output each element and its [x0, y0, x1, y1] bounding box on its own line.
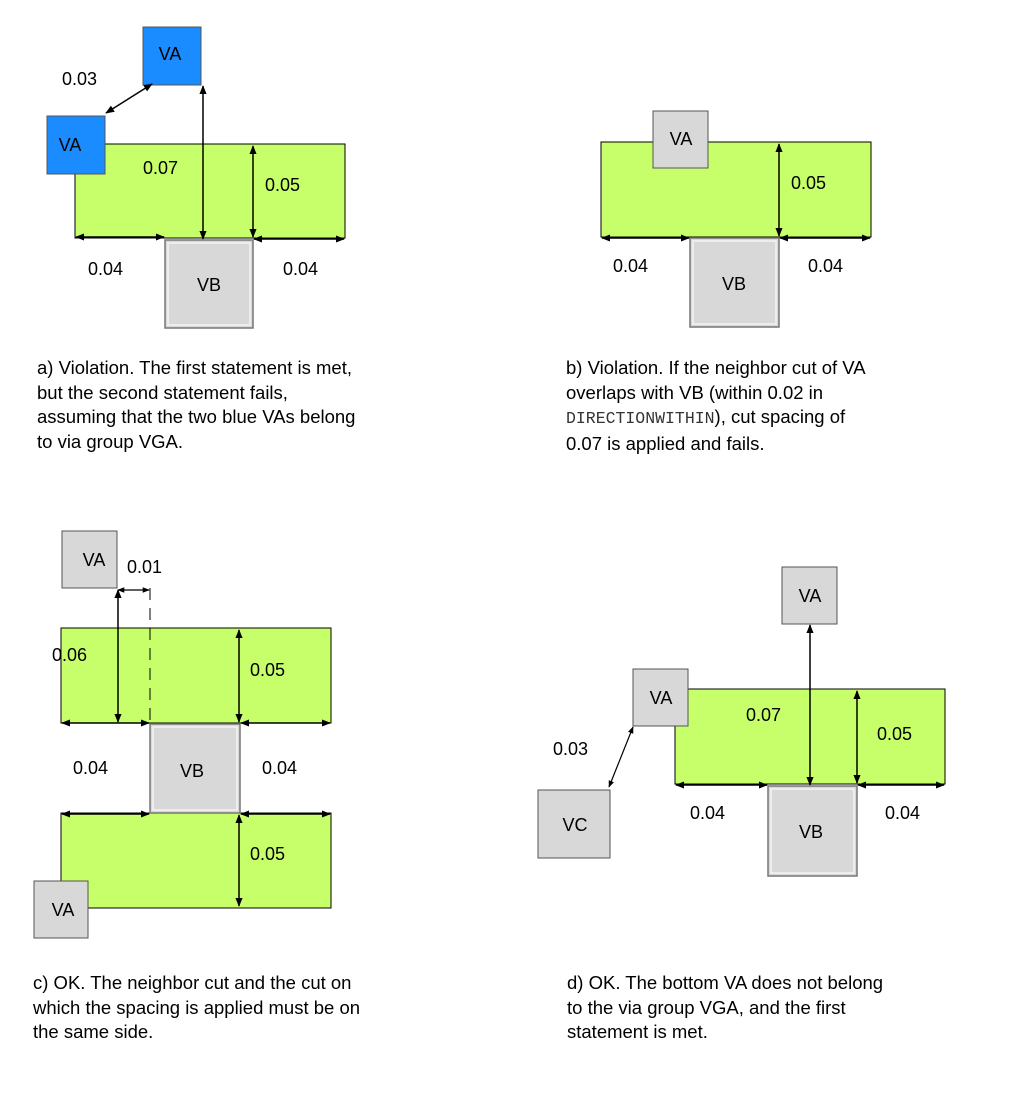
caption-line: to the via group VGA, and the first: [567, 996, 846, 1018]
dim-label-006: 0.06: [52, 645, 88, 665]
dim-label-003: 0.03: [553, 739, 589, 759]
dim-label-007: 0.07: [143, 158, 179, 178]
dim-arrow-003: [106, 84, 152, 113]
caption-line: which the spacing is applied must be on: [33, 996, 361, 1018]
caption-line: assuming that the two blue VAs belong: [37, 406, 356, 427]
caption-text: ), cut spacing of: [714, 406, 846, 427]
dim-label-005-top: 0.05: [250, 660, 286, 680]
via-va-left-label: VA: [649, 688, 673, 708]
dim-label-005: 0.05: [791, 173, 827, 193]
metal-shape: [601, 142, 871, 237]
caption-panel-a: [37, 356, 417, 454]
via-vb-label: VB: [179, 761, 205, 781]
dim-label-004-right: 0.04: [283, 259, 319, 279]
caption-line: c) OK. The neighbor cut and the cut on: [33, 972, 352, 993]
dim-label-003: 0.03: [62, 69, 98, 89]
caption-line: overlaps with VB (within 0.02 in: [566, 381, 824, 403]
panel-b: [601, 111, 871, 327]
dim-label-005: 0.05: [877, 724, 913, 744]
caption-line: but the second statement fails,: [37, 381, 288, 403]
via-vb-label: VB: [721, 274, 747, 294]
caption-panel-b: [566, 356, 966, 456]
dim-label-004-left: 0.04: [690, 803, 726, 823]
dim-label-004-left: 0.04: [88, 259, 124, 279]
via-va-top-label: VA: [158, 44, 182, 64]
panel-c: [34, 531, 331, 938]
panel-a: [47, 27, 345, 328]
dim-label-004-left: 0.04: [613, 256, 649, 276]
via-vc-label: VC: [562, 815, 588, 835]
metal-shape: [75, 144, 345, 238]
via-vb-label: VB: [798, 822, 824, 842]
metal-shape-bottom: [61, 813, 331, 908]
caption-panel-d: [567, 971, 967, 1045]
via-va-bottom-label: VA: [51, 900, 75, 920]
dim-arrow-003: [609, 727, 633, 787]
caption-line: statement is met.: [567, 1021, 708, 1042]
caption-code-keyword: DIRECTIONWITHIN: [566, 409, 715, 428]
via-va-left-label: VA: [58, 135, 82, 155]
caption-line: a) Violation. The first statement is met,: [37, 357, 352, 378]
via-va-top-label: VA: [82, 550, 106, 570]
dim-label-005-bottom: 0.05: [250, 844, 286, 864]
dim-label-004-right: 0.04: [262, 758, 298, 778]
dim-label-001: 0.01: [127, 557, 163, 577]
dim-label-004-right: 0.04: [885, 803, 921, 823]
panel-d: [538, 567, 945, 876]
via-va-label: VA: [669, 129, 693, 149]
dim-label-004-right: 0.04: [808, 256, 844, 276]
dim-label-004-left: 0.04: [73, 758, 109, 778]
via-vb-label: VB: [196, 275, 222, 295]
caption-panel-c: [33, 971, 433, 1045]
caption-line: 0.07 is applied and fails.: [566, 432, 765, 454]
dim-label-007: 0.07: [746, 705, 782, 725]
metal-shape-top: [61, 628, 331, 723]
caption-line: the same side.: [33, 1021, 154, 1042]
caption-line: [566, 405, 966, 432]
caption-line: d) OK. The bottom VA does not belong: [567, 972, 884, 993]
via-va-top-label: VA: [798, 586, 822, 606]
caption-line: b) Violation. If the neighbor cut of VA: [566, 357, 866, 378]
dim-label-005: 0.05: [265, 175, 301, 195]
caption-line: to via group VGA.: [37, 430, 184, 452]
